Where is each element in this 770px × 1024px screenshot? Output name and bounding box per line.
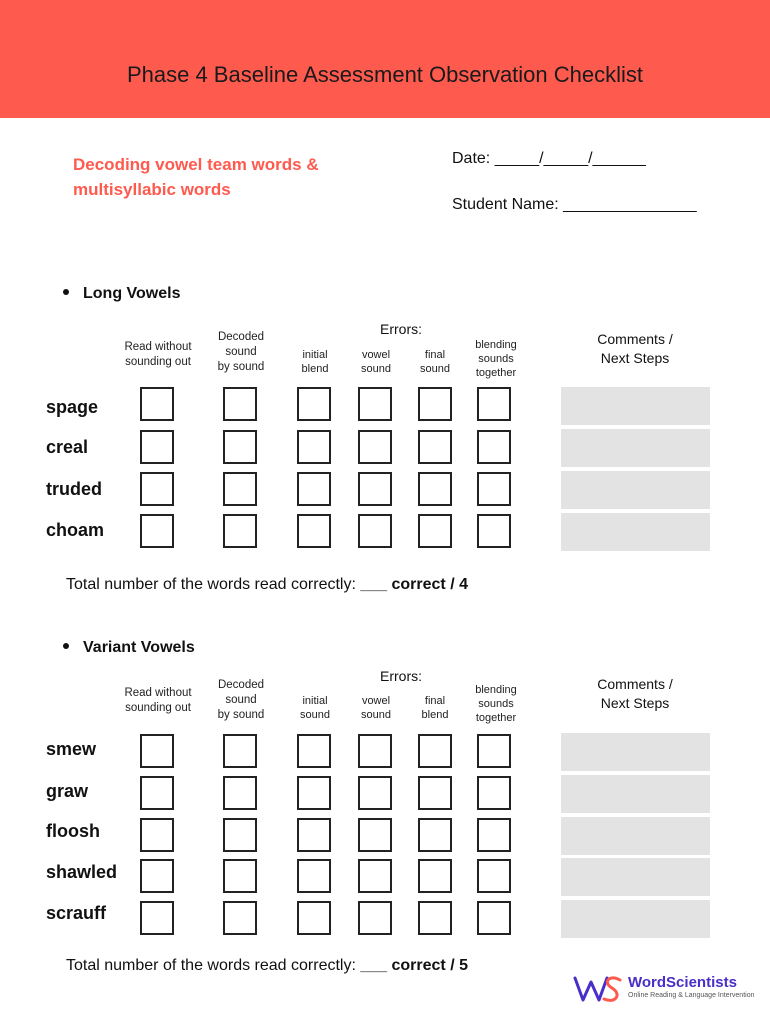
col-decoded-sound-by-sound: Decoded sound by sound: [217, 331, 265, 373]
checkbox[interactable]: [477, 734, 511, 768]
checkbox[interactable]: [418, 387, 452, 421]
bullet-icon: [63, 289, 69, 295]
checkbox[interactable]: [297, 776, 331, 810]
checkbox[interactable]: [358, 734, 392, 768]
col-vowel-sound: vowel sound: [361, 695, 391, 721]
word-row-label: choam: [46, 520, 105, 540]
col-comments-next-steps: Comments / Next Steps: [597, 331, 673, 366]
checkbox[interactable]: [140, 387, 174, 421]
col-blending-sounds-together: blending sounds together: [475, 684, 517, 724]
checkbox[interactable]: [477, 430, 511, 464]
checkbox[interactable]: [358, 387, 392, 421]
checkbox[interactable]: [297, 859, 331, 893]
col-blending-sounds-together: blending sounds together: [475, 339, 517, 379]
checkbox[interactable]: [297, 514, 331, 548]
checkbox[interactable]: [358, 776, 392, 810]
checkbox[interactable]: [223, 387, 257, 421]
col-final-blend: final blend: [421, 695, 449, 721]
checkbox[interactable]: [223, 472, 257, 506]
comment-box[interactable]: [561, 513, 710, 551]
checkbox[interactable]: [140, 472, 174, 506]
word-row-label: shawled: [46, 862, 118, 882]
total-correct-long-vowels: Total number of the words read correctly: ___ correct / 4: [66, 576, 468, 593]
checkbox[interactable]: [223, 859, 257, 893]
checkbox[interactable]: [358, 818, 392, 852]
errors-label: Errors:: [380, 668, 422, 684]
checkbox[interactable]: [477, 514, 511, 548]
checkbox[interactable]: [140, 734, 174, 768]
checkbox[interactable]: [223, 776, 257, 810]
checkbox[interactable]: [297, 734, 331, 768]
comment-box[interactable]: [561, 733, 710, 771]
col-comments-next-steps: Comments / Next Steps: [597, 676, 673, 711]
checkbox[interactable]: [358, 430, 392, 464]
subtitle-line-2: multisyllabic words: [73, 180, 231, 199]
checkbox[interactable]: [297, 472, 331, 506]
checkbox[interactable]: [140, 818, 174, 852]
checkbox[interactable]: [477, 859, 511, 893]
checkbox[interactable]: [223, 430, 257, 464]
checkbox[interactable]: [418, 818, 452, 852]
checkbox[interactable]: [418, 859, 452, 893]
col-vowel-sound: vowel sound: [361, 349, 391, 375]
checkbox[interactable]: [140, 776, 174, 810]
date-field[interactable]: Date: _____/_____/______: [452, 150, 646, 167]
col-read-without-sounding-out: Read without sounding out: [124, 341, 192, 368]
checkbox[interactable]: [297, 901, 331, 935]
total-correct-variant-vowels: Total number of the words read correctly: ___ correct / 5: [66, 957, 468, 974]
comment-box[interactable]: [561, 387, 710, 425]
logo-name: WordScientists: [628, 974, 737, 991]
checkbox[interactable]: [477, 472, 511, 506]
checkbox[interactable]: [297, 430, 331, 464]
checkbox[interactable]: [223, 901, 257, 935]
word-row-label: creal: [46, 437, 89, 457]
word-row-label: floosh: [46, 821, 100, 841]
checkbox[interactable]: [358, 472, 392, 506]
word-row-label: smew: [46, 739, 97, 759]
checkbox[interactable]: [223, 818, 257, 852]
checkbox[interactable]: [477, 901, 511, 935]
checkbox[interactable]: [418, 514, 452, 548]
checkbox[interactable]: [223, 734, 257, 768]
col-initial-sound: initial sound: [300, 695, 330, 721]
section-heading-long-vowels: Long Vowels: [63, 285, 180, 303]
comment-box[interactable]: [561, 429, 710, 467]
checkbox[interactable]: [140, 859, 174, 893]
checkbox[interactable]: [418, 472, 452, 506]
page-title: Phase 4 Baseline Assessment Observation Checklist: [126, 62, 644, 87]
checkbox[interactable]: [358, 859, 392, 893]
col-final-sound: final sound: [420, 349, 450, 375]
col-read-without-sounding-out: Read without sounding out: [124, 687, 192, 714]
checkbox[interactable]: [358, 514, 392, 548]
header-banner: [0, 0, 770, 118]
checkbox[interactable]: [477, 776, 511, 810]
checkbox[interactable]: [223, 514, 257, 548]
checkbox[interactable]: [418, 776, 452, 810]
checkbox[interactable]: [418, 430, 452, 464]
col-initial-blend: initial blend: [301, 349, 329, 375]
checkbox[interactable]: [297, 818, 331, 852]
section-heading-variant-vowels: Variant Vowels: [63, 639, 195, 657]
wordscientists-logo: [572, 972, 762, 1006]
subtitle-line-1: Decoding vowel team words &: [73, 155, 319, 174]
word-row-label: graw: [46, 781, 89, 801]
logo-mark-icon: [572, 972, 624, 1006]
checkbox[interactable]: [140, 514, 174, 548]
checkbox[interactable]: [477, 387, 511, 421]
word-row-label: scrauff: [46, 903, 107, 923]
checkbox[interactable]: [297, 387, 331, 421]
checkbox[interactable]: [477, 818, 511, 852]
comment-box[interactable]: [561, 900, 710, 938]
word-row-label: spage: [46, 397, 99, 417]
checkbox[interactable]: [418, 901, 452, 935]
comment-box[interactable]: [561, 858, 710, 896]
checkbox[interactable]: [140, 901, 174, 935]
comment-box[interactable]: [561, 775, 710, 813]
col-decoded-sound-by-sound: Decoded sound by sound: [217, 679, 265, 721]
checkbox[interactable]: [140, 430, 174, 464]
errors-label: Errors:: [380, 321, 422, 337]
logo-tagline: Online Reading & Language Intervention: [628, 992, 755, 999]
bullet-icon: [63, 643, 69, 649]
word-row-label: truded: [46, 479, 102, 499]
checkbox[interactable]: [358, 901, 392, 935]
checkbox[interactable]: [418, 734, 452, 768]
subtitle: [73, 152, 373, 202]
student-name-field[interactable]: Student Name: _______________: [452, 196, 697, 213]
comment-box[interactable]: [561, 817, 710, 855]
comment-box[interactable]: [561, 471, 710, 509]
